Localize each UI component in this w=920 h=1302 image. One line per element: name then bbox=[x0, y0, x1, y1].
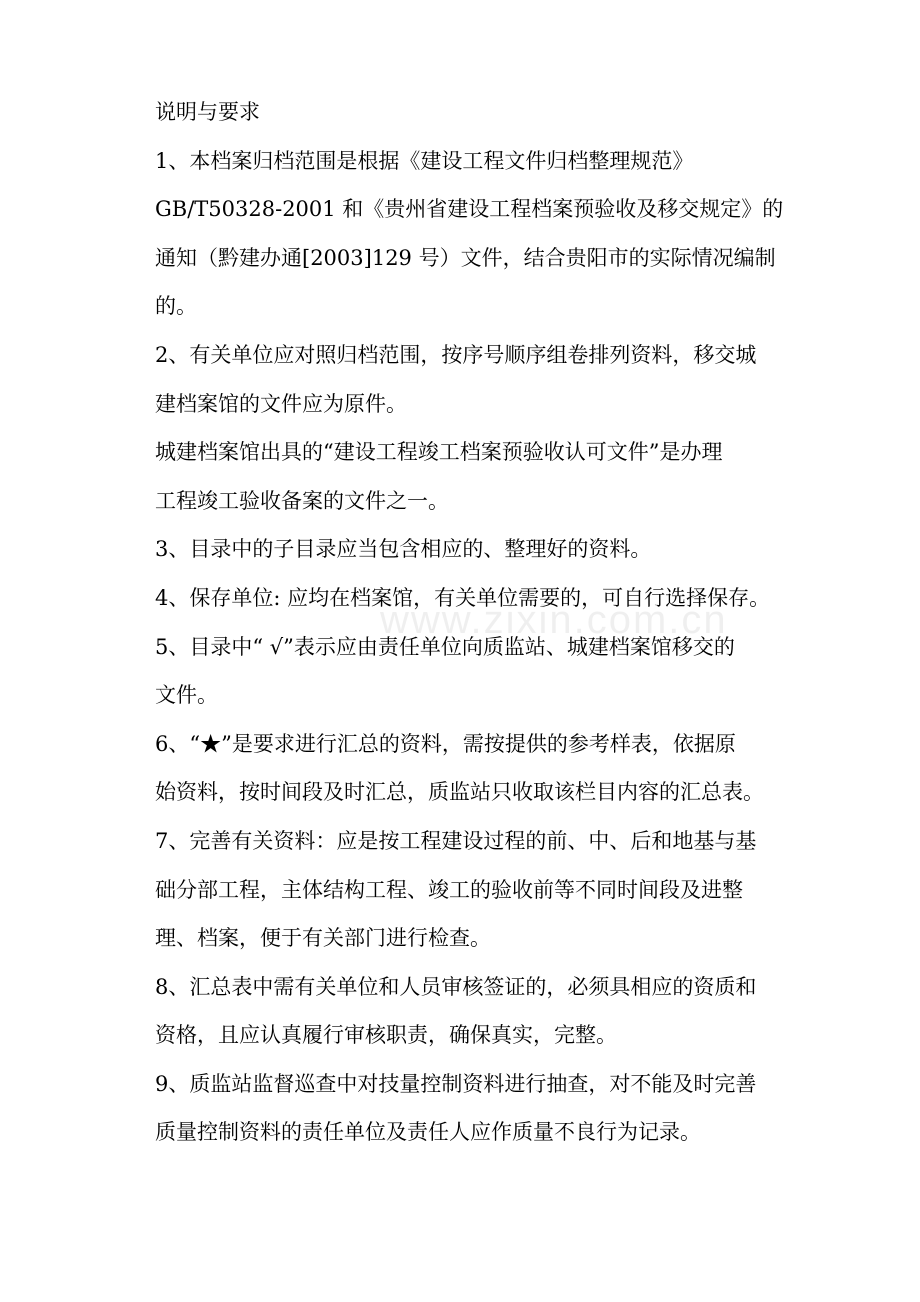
text-line: 1、本档案归档范围是根据《建设工程文件归档整理规范》 bbox=[155, 148, 694, 173]
text-line: 8、汇总表中需有关单位和人员审核签证的，必须具相应的资质和 bbox=[155, 974, 757, 999]
text-line: GB/T50328-2001 和《贵州省建设工程档案预验收及移交规定》的 bbox=[155, 197, 784, 222]
watermark: www.zixin.com.cn bbox=[380, 598, 728, 642]
text-line: 通知（黔建办通[2003]129 号）文件，结合贵阳市的实际情况编制 bbox=[155, 245, 776, 270]
text-line: 4、保存单位: 应均在档案馆，有关单位需要的，可自行选择保存。 bbox=[155, 585, 771, 610]
text-line: 7、完善有关资料：应是按工程建设过程的前、中、后和地基与基 bbox=[155, 828, 757, 853]
text-line: 6、“★”是要求进行汇总的资料，需按提供的参考样表，依据原 bbox=[155, 731, 736, 756]
text-line: 建档案馆的文件应为原件。 bbox=[155, 391, 407, 416]
text-line: 质量控制资料的责任单位及责任人应作质量不良行为记录。 bbox=[155, 1120, 701, 1145]
text-line: 9、质监站监督巡查中对技量控制资料进行抽查，对不能及时完善 bbox=[155, 1071, 757, 1096]
text-line: 的。 bbox=[155, 294, 197, 319]
text-line: 城建档案馆出具的“建设工程竣工档案预验收认可文件”是办理 bbox=[155, 440, 723, 465]
text-line: 资格，且应认真履行审核职责，确保真实，完整。 bbox=[155, 1023, 617, 1048]
text-line: 5、目录中“ √”表示应由责任单位向质监站、城建档案馆移交的 bbox=[155, 634, 735, 659]
text-line: 2、有关单位应对照归档范围，按序号顺序组卷排列资料，移交城 bbox=[155, 342, 757, 367]
text-line: 始资料，按时间段及时汇总，质监站只收取该栏目内容的汇总表。 bbox=[155, 780, 764, 805]
document-title: 说明与要求 bbox=[155, 100, 260, 124]
text-line: 础分部工程，主体结构工程、竣工的验收前等不同时间段及进整 bbox=[155, 877, 743, 902]
document-body bbox=[155, 88, 815, 1157]
text-line: 文件。 bbox=[155, 683, 218, 708]
text-line: 工程竣工验收备案的文件之一。 bbox=[155, 488, 449, 513]
text-line: 理、档案，便于有关部门进行检查。 bbox=[155, 926, 491, 951]
text-line: 3、目录中的子目录应当包含相应的、整理好的资料。 bbox=[155, 537, 652, 562]
